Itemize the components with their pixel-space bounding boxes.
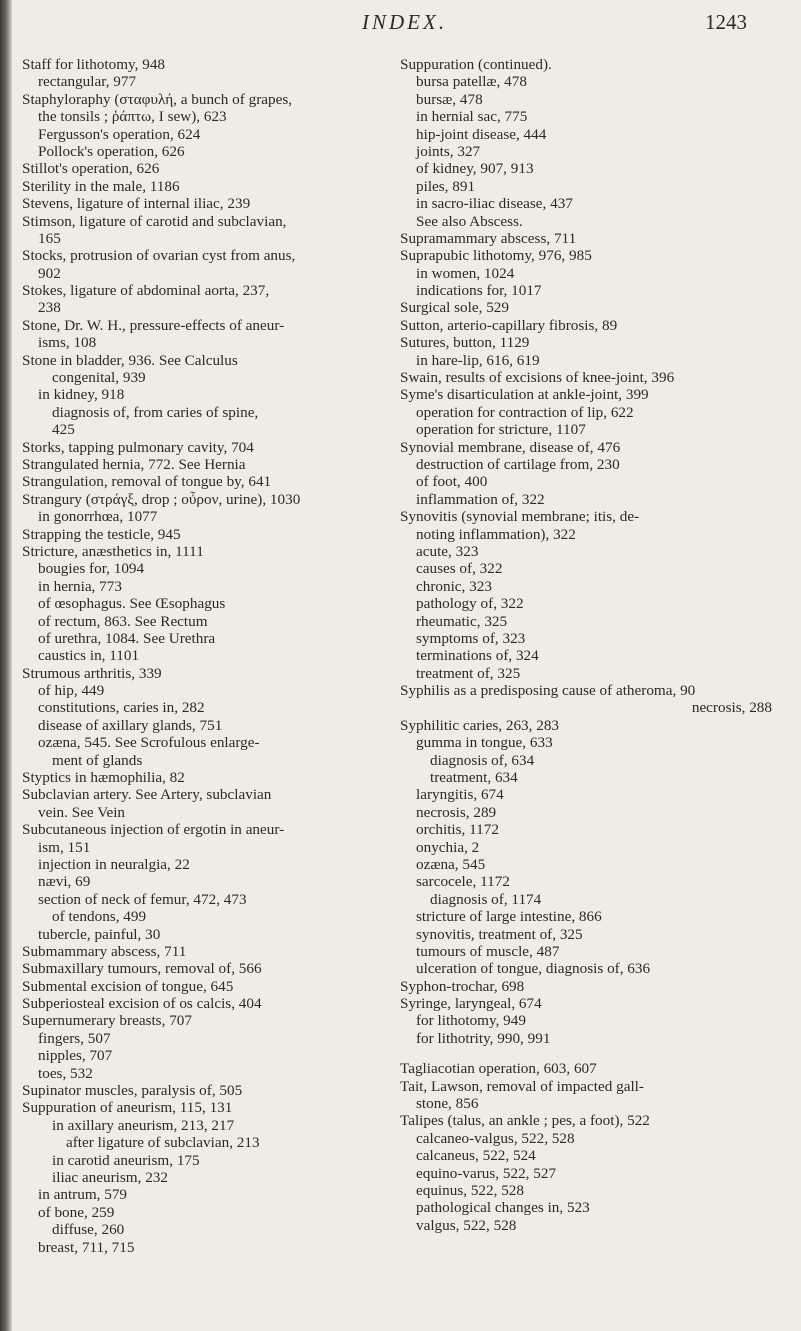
index-entry: Suprapubic lithotomy, 976, 985 — [400, 247, 592, 265]
index-entry: Strangury (στράγξ, drop ; οὖρον, urine), 1030 — [22, 490, 301, 508]
index-subentry: in hernia, 773 — [38, 577, 122, 595]
index-subentry: inflammation of, 322 — [416, 490, 545, 508]
index-subentry: diffuse, 260 — [52, 1221, 125, 1239]
index-subentry: ulceration of tongue, diagnosis of, 636 — [416, 960, 651, 978]
index-entry: Syme's disarticulation at ankle-joint, 399 — [400, 386, 649, 404]
index-entry: Stevens, ligature of internal iliac, 239 — [22, 195, 251, 213]
index-subentry: fingers, 507 — [38, 1029, 111, 1047]
index-subentry: injection in neuralgia, 22 — [38, 855, 190, 873]
index-subentry: constitutions, caries in, 282 — [38, 699, 205, 717]
index-subentry: piles, 891 — [416, 177, 476, 195]
index-entry: Strapping the testicle, 945 — [22, 525, 181, 543]
index-entry: Stone in bladder, 936. See Calculus — [22, 351, 238, 369]
index-subentry: of urethra, 1084. See Urethra — [38, 629, 216, 647]
index-entry: Styptics in hæmophilia, 82 — [22, 769, 185, 787]
index-subentry: ism, 151 — [38, 838, 91, 856]
index-subentry: stone, 856 — [416, 1095, 479, 1113]
index-subentry: for lithotrity, 990, 991 — [416, 1029, 551, 1047]
index-subentry: in women, 1024 — [416, 264, 515, 282]
index-entry: Supinator muscles, paralysis of, 505 — [22, 1082, 243, 1100]
index-subentry: treatment of, 325 — [416, 664, 521, 682]
index-subentry: sarcocele, 1172 — [416, 873, 510, 891]
index-entry: Syphon-trochar, 698 — [400, 977, 525, 995]
index-subentry: rheumatic, 325 — [416, 612, 508, 630]
index-subentry: 902 — [38, 264, 61, 282]
index-entry: Storks, tapping pulmonary cavity, 704 — [22, 438, 254, 456]
index-entry: Sterility in the male, 1186 — [22, 177, 180, 195]
index-entry: Supernumerary breasts, 707 — [22, 1012, 192, 1030]
index-entry: Suppuration of aneurism, 115, 131 — [22, 1099, 233, 1117]
index-entry: Subclavian artery. See Artery, subclavian — [22, 786, 272, 804]
index-subentry: pathology of, 322 — [416, 595, 524, 613]
index-subentry: destruction of cartilage from, 230 — [416, 455, 620, 473]
index-subentry: of foot, 400 — [416, 473, 488, 491]
index-subentry: in sacro-iliac disease, 437 — [416, 195, 573, 213]
index-entry: Sutton, arterio-capillary fibrosis, 89 — [400, 316, 618, 334]
index-entry: Syphilis as a predisposing cause of atheroma, 90 — [400, 682, 696, 700]
index-subentry: breast, 711, 715 — [38, 1238, 135, 1256]
index-entry: Submammary abscess, 711 — [22, 942, 187, 960]
index-subentry: terminations of, 324 — [416, 647, 539, 665]
index-subentry: ozæna, 545. See Scrofulous enlarge- — [38, 734, 260, 752]
index-subentry: calcaneus, 522, 524 — [416, 1147, 536, 1165]
index-entry: Syringe, laryngeal, 674 — [400, 995, 542, 1013]
index-subentry: in antrum, 579 — [38, 1186, 128, 1204]
index-subentry: joints, 327 — [416, 142, 481, 160]
index-entry: Swain, results of excisions of knee-joint, 396 — [400, 369, 675, 387]
index-subentry: vein. See Vein — [38, 803, 126, 821]
index-subentry: of bone, 259 — [38, 1203, 115, 1221]
index-entry: Strangulated hernia, 772. See Hernia — [22, 455, 246, 473]
index-entry: Syphilitic caries, 263, 283 — [400, 716, 560, 734]
page-binding-edge — [0, 0, 12, 1331]
index-subentry: See also Abscess. — [416, 212, 523, 230]
index-subentry: tubercle, painful, 30 — [38, 925, 161, 943]
index-entry: Tait, Lawson, removal of impacted gall- — [400, 1077, 644, 1095]
index-subentry: caustics in, 1101 — [38, 647, 140, 665]
index-subentry: necrosis, 288 — [691, 699, 772, 717]
index-subentry: laryngitis, 674 — [416, 786, 504, 804]
index-entry: Synovitis (synovial membrane; itis, de- — [400, 508, 640, 526]
index-subentry: ment of glands — [52, 751, 143, 769]
index-entry: Stricture, anæsthetics in, 1111 — [22, 542, 204, 560]
index-subentry: orchitis, 1172 — [416, 821, 499, 839]
index-subentry: of kidney, 907, 913 — [416, 160, 534, 178]
index-subentry: the tonsils ; ῥάπτω, I sew), 623 — [38, 108, 227, 126]
index-subentry: indications for, 1017 — [416, 282, 542, 300]
index-subentry: chronic, 323 — [416, 577, 492, 595]
index-entry: Staff for lithotomy, 948 — [22, 56, 166, 73]
index-entry: Suppuration (continued). — [400, 56, 552, 73]
index-subentry: symptoms of, 323 — [416, 629, 526, 647]
index-entry: Stimson, ligature of carotid and subclavian, — [22, 212, 287, 230]
index-subentry: nævi, 69 — [38, 873, 91, 891]
index-entry: Stokes, ligature of abdominal aorta, 237, — [22, 282, 270, 300]
index-subentry: pathological changes in, 523 — [416, 1199, 590, 1217]
index-subentry: bougies for, 1094 — [38, 560, 145, 578]
index-subentry: after ligature of subclavian, 213 — [66, 1134, 260, 1152]
index-subentry: in gonorrhœa, 1077 — [38, 508, 158, 526]
index-subentry: ozæna, 545 — [416, 855, 486, 873]
index-subentry: calcaneo-valgus, 522, 528 — [416, 1129, 575, 1147]
index-subentry: equino-varus, 522, 527 — [416, 1164, 557, 1182]
index-subentry: diagnosis of, 1174 — [430, 890, 542, 908]
index-subentry: treatment, 634 — [430, 769, 518, 787]
index-entry: Submental excision of tongue, 645 — [22, 977, 234, 995]
index-subentry: tumours of muscle, 487 — [416, 942, 560, 960]
index-subentry: iliac aneurism, 232 — [52, 1169, 168, 1186]
index-subentry: operation for contraction of lip, 622 — [416, 403, 634, 421]
page-header — [0, 10, 801, 50]
index-subentry: 165 — [38, 229, 61, 247]
running-title: INDEX. — [362, 10, 448, 34]
index-subentry: rectangular, 977 — [38, 73, 137, 91]
index-subentry: isms, 108 — [38, 334, 97, 352]
index-subentry: 425 — [52, 421, 75, 439]
index-subentry: in hare-lip, 616, 619 — [416, 351, 540, 369]
index-subentry: equinus, 522, 528 — [416, 1182, 524, 1199]
index-subentry: in axillary aneurism, 213, 217 — [52, 1116, 235, 1134]
index-subentry: gumma in tongue, 633 — [416, 734, 553, 752]
section-gap — [400, 1047, 776, 1060]
index-entry: Stillot's operation, 626 — [22, 160, 160, 178]
index-entry: Subperiosteal excision of os calcis, 404 — [22, 995, 262, 1013]
index-subentry: of rectum, 863. See Rectum — [38, 612, 208, 630]
index-subentry: bursæ, 478 — [416, 90, 483, 108]
index-subentry: of tendons, 499 — [52, 908, 147, 926]
index-entry: Synovial membrane, disease of, 476 — [400, 438, 621, 456]
index-subentry: synovitis, treatment of, 325 — [416, 925, 583, 943]
index-subentry: operation for stricture, 1107 — [416, 421, 586, 439]
index-subentry: Pollock's operation, 626 — [38, 142, 185, 160]
index-entry: Tagliacotian operation, 603, 607 — [400, 1060, 597, 1078]
index-subentry: stricture of large intestine, 866 — [416, 908, 602, 926]
index-entry: Surgical sole, 529 — [400, 299, 509, 317]
index-subentry: bursa patellæ, 478 — [416, 73, 527, 91]
index-subentry: acute, 323 — [416, 542, 479, 560]
index-entry: Supramammary abscess, 711 — [400, 229, 577, 247]
index-subentry: section of neck of femur, 472, 473 — [38, 890, 247, 908]
index-subentry: of hip, 449 — [38, 682, 105, 700]
index-subentry: for lithotomy, 949 — [416, 1012, 526, 1030]
index-entry: Subcutaneous injection of ergotin in aneur- — [22, 821, 285, 839]
index-subentry: onychia, 2 — [416, 838, 480, 856]
index-subentry: nipples, 707 — [38, 1047, 113, 1065]
index-subentry: valgus, 522, 528 — [416, 1216, 517, 1234]
index-subentry: diagnosis of, from caries of spine, — [52, 403, 259, 421]
index-entry: Strumous arthritis, 339 — [22, 664, 162, 682]
index-subentry: congenital, 939 — [52, 369, 146, 387]
index-entry: Stocks, protrusion of ovarian cyst from anus, — [22, 247, 296, 265]
index-entry: Talipes (talus, an ankle ; pes, a foot), 522 — [400, 1112, 650, 1130]
index-subentry: toes, 532 — [38, 1064, 93, 1082]
index-subentry: hip-joint disease, 444 — [416, 125, 547, 143]
index-subentry: disease of axillary glands, 751 — [38, 716, 223, 734]
index-subentry: necrosis, 289 — [416, 803, 497, 821]
index-entry: Strangulation, removal of tongue by, 641 — [22, 473, 272, 491]
page-number: 1243 — [705, 10, 747, 34]
index-subentry: causes of, 322 — [416, 560, 503, 578]
index-subentry: in carotid aneurism, 175 — [52, 1151, 200, 1169]
index-subentry: in kidney, 918 — [38, 386, 125, 404]
index-subentry: diagnosis of, 634 — [430, 751, 535, 769]
index-column-right — [400, 56, 776, 1234]
index-entry: Stone, Dr. W. H., pressure-effects of aneur- — [22, 316, 285, 334]
index-subentry: noting inflammation), 322 — [416, 525, 576, 543]
index-entry: Sutures, button, 1129 — [400, 334, 530, 352]
index-entry: Submaxillary tumours, removal of, 566 — [22, 960, 262, 978]
index-subentry: 238 — [38, 299, 61, 317]
index-subentry: of œsophagus. See Œsophagus — [38, 595, 226, 613]
index-subentry: Fergusson's operation, 624 — [38, 125, 201, 143]
index-column-left — [22, 56, 372, 1256]
index-entry: Staphyloraphy (σταφυλή, a bunch of grapes, — [22, 90, 293, 108]
index-subentry: in hernial sac, 775 — [416, 108, 528, 126]
